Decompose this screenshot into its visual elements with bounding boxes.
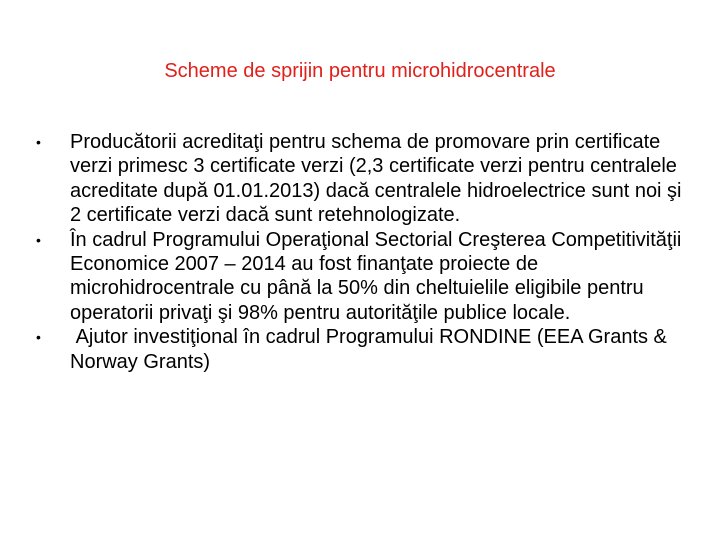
bullet-item [36, 325, 686, 374]
bullet-text: Producătorii acreditaţi pentru schema de promovare prin certificate verzi primesc 3 certificate verzi (2,3 certificate verzi pentru centralele acreditate după 01.01.2013) dacă centralele hidroelectrice sunt noi şi 2 certificate verzi dacă sunt retehnologizate. [70, 131, 682, 227]
bullet-text: Ajutor investiţional în cadrul Programului RONDINE (EEA Grants & Norway Grants) [70, 326, 673, 373]
bullet-dot-icon: • [36, 134, 41, 150]
bullet-text: În cadrul Programului Operaţional Sectorial Creşterea Competitivităţii Economice 2007 – 2014 au fost finanţate proiecte de microhidrocentrale cu până la 50% din cheltuielile eligibile pentru operatorii privaţi şi 98% pentru autorităţile publice locale. [70, 228, 682, 324]
bullet-dot-icon: • [36, 231, 41, 248]
slide-title: Scheme de sprijin pentru microhidrocentrale [164, 60, 556, 82]
bullet-item [36, 130, 686, 228]
bullet-dot-icon: • [36, 329, 41, 346]
bullet-item [36, 228, 686, 326]
bullet-list [36, 130, 686, 374]
